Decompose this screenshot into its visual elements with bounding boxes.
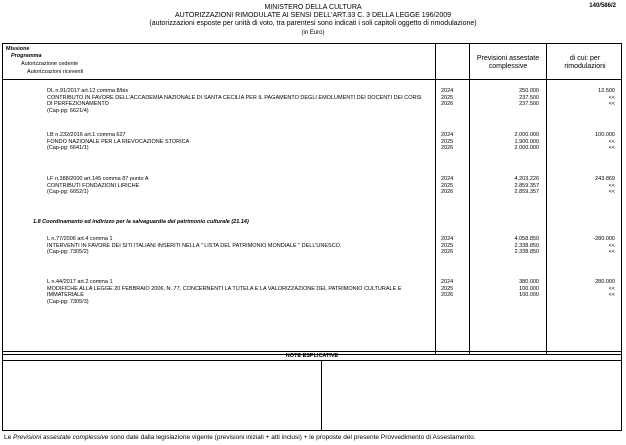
previsioni-values xyxy=(479,88,539,108)
value: << xyxy=(608,242,615,249)
label-autorizzazioni-riceventi: Autorizzazioni riceventi xyxy=(27,69,84,75)
previsioni-values xyxy=(479,236,539,256)
value: 4.203.226 xyxy=(514,176,539,182)
year: 2024 xyxy=(441,176,454,182)
law-reference: LB n.232/2016 art.1 comma 627 xyxy=(47,132,126,138)
years-column xyxy=(441,88,453,108)
year: 2025 xyxy=(441,242,454,249)
value: 12.500 xyxy=(598,88,615,94)
chapter-reference: (Cap-pg: 6641/1) xyxy=(47,145,89,151)
years-column xyxy=(441,176,453,196)
law-reference: LF n.388/2000 art.145 comma 87 punto A xyxy=(47,176,149,182)
value: 1.900.000 xyxy=(514,138,539,145)
authorization-block xyxy=(47,132,427,152)
year: 2025 xyxy=(441,94,454,101)
value: 2.338.850 xyxy=(514,242,539,249)
label-programma: Programma xyxy=(11,53,42,59)
document-subtitle: (autorizzazioni esposte per unità di voto, tra parentesi sono indicati i soli capitoli oggetto di rimodulazione) xyxy=(149,20,477,27)
value: 237.500 xyxy=(519,94,539,101)
header-dicui: di cui: per rimodulazioni xyxy=(564,55,606,70)
dicui-values xyxy=(565,236,615,256)
notes-box xyxy=(2,351,622,431)
col-divider-dicui xyxy=(546,44,547,354)
value: 243.869 xyxy=(595,176,615,182)
years-column xyxy=(441,132,453,152)
value: 2.859.357 xyxy=(514,189,539,195)
year: 2026 xyxy=(441,249,454,255)
value: << xyxy=(608,145,615,151)
currency-note: (in Euro) xyxy=(301,30,325,36)
year: 2025 xyxy=(441,138,454,145)
value: << xyxy=(608,249,615,255)
footer-note xyxy=(4,434,476,442)
header-row-divider xyxy=(3,79,621,80)
value: 280.000 xyxy=(595,279,615,285)
value: << xyxy=(608,182,615,189)
previsioni-values xyxy=(479,279,539,299)
value: << xyxy=(608,94,615,101)
previsioni-values xyxy=(479,132,539,152)
year: 2024 xyxy=(441,88,454,94)
chapter-reference: (Cap-pg: 7305/2) xyxy=(47,249,89,255)
authorization-title: CONTRIBUTI FONDAZIONI LIRICHE xyxy=(47,182,140,189)
label-missione: Missione xyxy=(6,46,30,52)
authorization-block xyxy=(47,88,427,114)
chapter-reference: (Cap-pg: 7305/3) xyxy=(47,298,89,305)
value: 380.000 xyxy=(519,279,539,285)
dicui-values xyxy=(565,176,615,196)
main-table xyxy=(2,43,622,355)
chapter-reference: (Cap-pg: 6621/4) xyxy=(47,107,89,114)
value: 2.338.850 xyxy=(514,249,539,255)
year: 2025 xyxy=(441,182,454,189)
value: 250.000 xyxy=(519,88,539,94)
document-title: AUTORIZZAZIONI RIMODULATE AI SENSI DELL'ART.33 C. 3 DELLA LEGGE 196/2009 xyxy=(175,12,451,19)
dicui-values xyxy=(565,88,615,108)
value: 100.000 xyxy=(519,292,539,298)
value: << xyxy=(608,189,615,195)
years-column xyxy=(441,236,453,256)
authorization-block xyxy=(47,236,427,256)
value: 237.500 xyxy=(519,101,539,107)
year: 2024 xyxy=(441,132,454,138)
authorization-title: INTERVENTI IN FAVORE DEI SITI ITALIANI INSERITI NELLA " LISTA DEL PATRIMONIO MONDIALE " DELL'UNESCO. xyxy=(47,242,342,249)
authorization-title: FONDO NAZIONALE PER LA RIEVOCAZIONE STORICA xyxy=(47,138,190,145)
years-column xyxy=(441,279,453,299)
authorization-block xyxy=(47,176,427,196)
label-autorizzazione-cedente: Autorizzazione cedente xyxy=(21,61,79,67)
chapter-reference: (Cap-pg: 6652/1) xyxy=(47,189,89,195)
value: << xyxy=(608,285,615,292)
value: 100.000 xyxy=(595,132,615,138)
year: 2026 xyxy=(441,292,454,298)
law-reference: DL n.91/2017 art.12 comma 8/bis xyxy=(47,88,129,94)
footer-emphasis: Previsioni assestate complessive xyxy=(13,434,109,441)
dicui-values xyxy=(565,279,615,299)
authorization-title: MODIFICHE ALLA LEGGE 20 FEBBRAIO 2006, N. 77, CONCERNENTI LA TUTELA E LA VALORIZZAZIONE DEL PATRIMONIO CULTURALE E IMMATERIALE xyxy=(47,285,402,298)
law-reference: L n.77/2006 art.4 comma 1 xyxy=(47,236,113,242)
year: 2025 xyxy=(441,285,454,292)
authorization-block xyxy=(47,279,427,305)
col-divider-years xyxy=(435,44,436,354)
value: -280.000 xyxy=(593,236,615,242)
year: 2026 xyxy=(441,101,454,107)
year: 2026 xyxy=(441,145,454,151)
value: 2.859.357 xyxy=(514,182,539,189)
value: 4.058.850 xyxy=(514,236,539,242)
value: << xyxy=(608,138,615,145)
notes-title: NOTE ESPLICATIVE xyxy=(3,352,621,361)
value: 100.000 xyxy=(519,285,539,292)
footer-text: sono date dalla legislazione vigente (previsioni iniziali + atti inclusi) + le proposte del presente Provvedimento di Assestamento. xyxy=(108,434,476,441)
year: 2024 xyxy=(441,279,454,285)
dicui-values xyxy=(565,132,615,152)
value: 2.000.000 xyxy=(514,145,539,151)
header-previsioni: Previsioni assestate complessive xyxy=(476,55,540,70)
value: << xyxy=(608,292,615,298)
authorization-title: CONTRIBUTO IN FAVORE DELL'ACCADEMIA NAZIONALE DI SANTA CECILIA PER IL PAGAMENTO DEGLI EMOLUMENTI DEI DOCENTI DEI CORSI DI PERFEZIONAMENTO xyxy=(47,94,422,107)
year: 2024 xyxy=(441,236,454,242)
value: 2.000.000 xyxy=(514,132,539,138)
ministry-title: MINISTERO DELLA CULTURA xyxy=(264,4,362,11)
page-reference: 140/586/2 xyxy=(589,3,616,9)
col-divider-previsioni xyxy=(469,44,470,354)
programma-section-title: 1.8 Coordinamento ed indirizzo per la salvaguardia del patrimonio culturale (21.14) xyxy=(33,219,249,225)
previsioni-values xyxy=(479,176,539,196)
year: 2026 xyxy=(441,189,454,195)
law-reference: L n.44/2017 art.2 comma 1 xyxy=(47,279,113,285)
footer-prefix: Le xyxy=(4,434,14,441)
notes-divider xyxy=(321,361,322,430)
value: << xyxy=(608,101,615,107)
